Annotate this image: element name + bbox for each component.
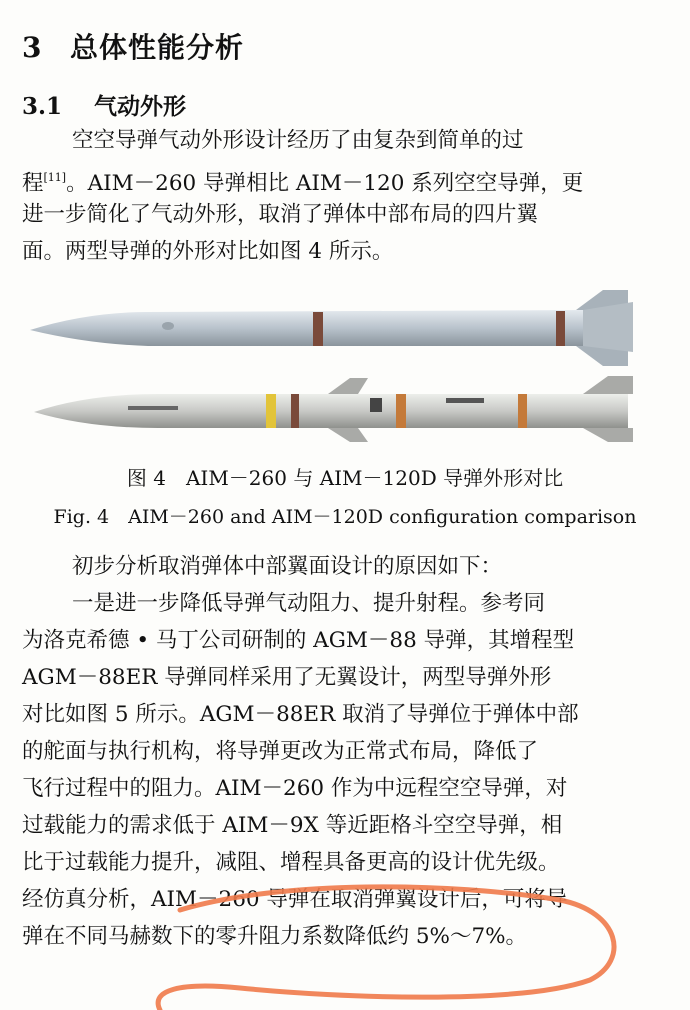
paragraph-1: [22, 122, 662, 270]
missile-aim-120d: [34, 376, 633, 442]
text-line: 程[11]。AIM－260 导弹相比 AIM－120 系列空空导弹，更: [22, 171, 584, 196]
text-line: AGM－88ER 导弹同样采用了无翼设计，两型导弹外形: [22, 665, 552, 690]
missile-aim-260: [30, 290, 633, 366]
text-line: 对比如图 5 所示。AGM－88ER 取消了导弹位于弹体中部: [22, 702, 579, 727]
figure-caption-cn: 图 4 AIM－260 与 AIM－120D 导弹外形对比: [126, 466, 564, 490]
text-line: 过载能力的需求低于 AIM－9X 等近距格斗空空导弹，相: [22, 813, 563, 838]
paragraph-2: [22, 548, 662, 955]
section-number: 3: [22, 31, 43, 64]
section-heading: [22, 26, 244, 66]
text-line: 一是进一步降低导弹气动阻力、提升射程。参考同: [72, 591, 546, 616]
text-line: 比于过载能力提升，减阻、增程具备更高的设计优先级。: [22, 850, 560, 875]
text-line: 初步分析取消弹体中部翼面设计的原因如下：: [72, 554, 503, 579]
text-line: 空空导弹气动外形设计经历了由复杂到简单的过: [72, 128, 524, 153]
text-line: 的舵面与执行机构，将导弹更改为正常式布局，降低了: [22, 739, 539, 764]
text-line: 飞行过程中的阻力。AIM－260 作为中远程空空导弹，对: [22, 776, 568, 801]
missile-figure: [28, 282, 640, 444]
subsection-title: 气动外形: [94, 93, 186, 120]
citation-ref[interactable]: [11]: [43, 171, 67, 184]
text-line: 经仿真分析，AIM－260 导弹在取消弹翼设计后，可将导: [22, 887, 568, 912]
text-line: 弹在不同马赫数下的零升阻力系数降低约 5%～7%。: [22, 924, 528, 949]
subsection-number: 3.1: [22, 93, 63, 120]
text-line: 进一步简化了气动外形，取消了弹体中部布局的四片翼: [22, 202, 539, 227]
section-title: 总体性能分析: [70, 31, 245, 64]
text-line: 为洛克希德 • 马丁公司研制的 AGM－88 导弹，其增程型: [22, 628, 575, 653]
figure-caption-en: Fig. 4 AIM－260 and AIM－120D configuration comparison: [53, 506, 637, 528]
subsection-heading: [22, 88, 186, 121]
text-line: 面。两型导弹的外形对比如图 4 所示。: [22, 239, 394, 264]
